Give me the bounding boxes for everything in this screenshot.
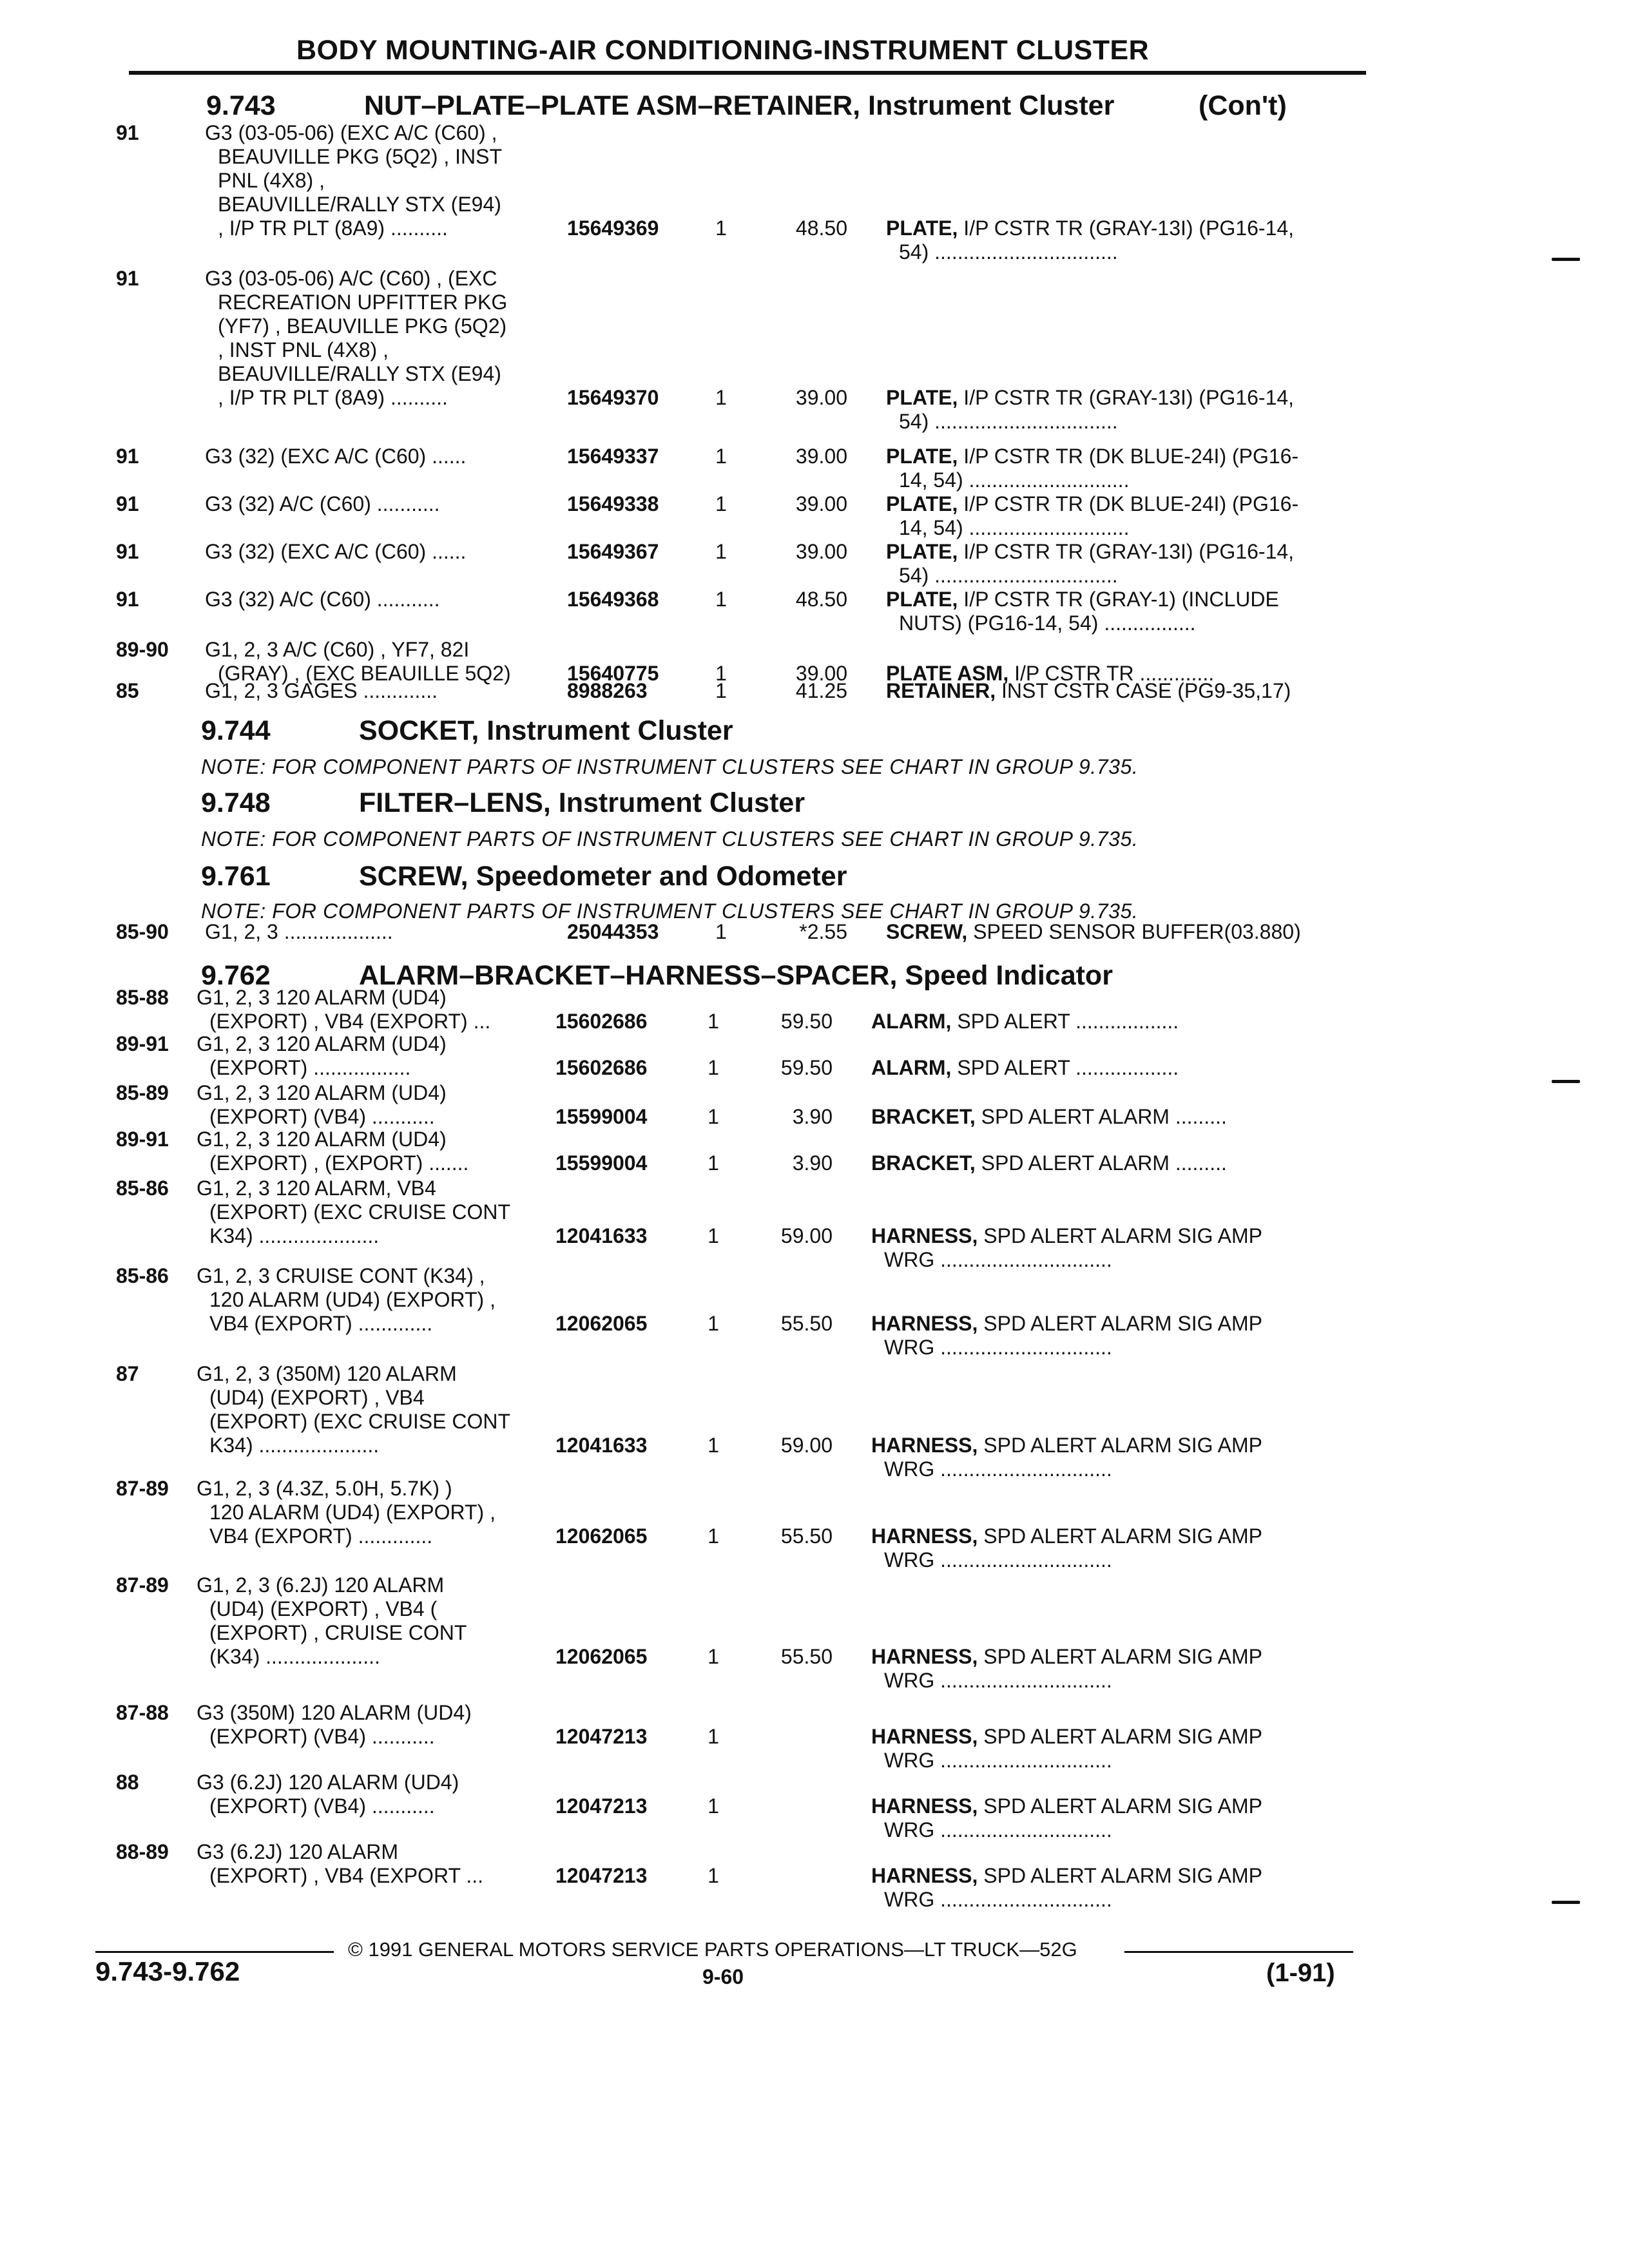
quantity: 1 (708, 1010, 719, 1033)
description-line (886, 240, 1294, 264)
quantity: 1 (708, 1312, 719, 1335)
description-text: I/P CSTR TR ............. (1014, 662, 1215, 685)
price: 55.50 (780, 1524, 833, 1548)
application-line: (UD4) (EXPORT) , VB4 (209, 1386, 425, 1409)
description-line (886, 540, 1294, 564)
application-line: G3 (32) (EXC A/C (C60) ...... (205, 445, 467, 468)
section-number: 9.748 (201, 787, 271, 818)
description (871, 1224, 1262, 1272)
application (197, 1128, 468, 1175)
continued-label: (Con't) (1199, 90, 1287, 121)
description-line (886, 679, 1291, 703)
application-line: (EXPORT) (VB4) ........... (209, 1105, 435, 1128)
description-text: SPD ALERT ALARM SIG AMP (983, 1224, 1263, 1247)
model-year: 91 (116, 121, 139, 144)
description-line (886, 410, 1294, 434)
model-year: 85-86 (116, 1264, 169, 1287)
part-name: PLATE, (886, 445, 958, 468)
application-line: 120 ALARM (UD4) (EXPORT) , (209, 1501, 496, 1524)
model-year: 91 (116, 267, 139, 290)
part-number: 15599004 (555, 1151, 648, 1175)
description (886, 492, 1298, 540)
application-line: (YF7) , BEAUVILLE PKG (5Q2) (218, 314, 507, 338)
description (886, 386, 1294, 434)
price: 55.50 (780, 1312, 833, 1335)
margin-mark (1552, 1901, 1580, 1904)
description (871, 1056, 1179, 1080)
description-line (871, 1794, 1262, 1818)
price: 39.00 (795, 386, 847, 409)
application (197, 1362, 510, 1457)
price: 59.00 (780, 1434, 833, 1457)
description-line (871, 1457, 1262, 1481)
description-line (886, 588, 1279, 611)
part-number: 15649370 (567, 386, 659, 409)
part-name: HARNESS, (871, 1645, 978, 1668)
model-year: 91 (116, 588, 139, 611)
application-line: G3 (32) A/C (C60) ........... (205, 588, 440, 611)
description (871, 1725, 1262, 1773)
description (886, 540, 1294, 588)
part-number: 12062065 (555, 1312, 648, 1335)
application (197, 1032, 447, 1080)
quantity: 1 (715, 540, 727, 563)
quantity: 1 (715, 920, 727, 943)
description-text: NUTS) (PG16-14, 54) ................ (899, 611, 1196, 635)
application-line: (GRAY) , (EXC BEAUILLE 5Q2) (218, 662, 511, 685)
part-name: PLATE, (886, 588, 958, 611)
application-line: BEAUVILLE/RALLY STX (E94) (218, 193, 501, 216)
application-line: G3 (32) A/C (C60) ........... (205, 492, 440, 515)
application-line: G3 (03-05-06) (EXC A/C (C60) , (205, 121, 497, 144)
model-year: 87-89 (116, 1477, 169, 1500)
description-line (886, 611, 1279, 635)
description-line (871, 1669, 1262, 1693)
application-line: RECREATION UPFITTER PKG (218, 291, 508, 314)
description-line (871, 1224, 1262, 1248)
description-line (871, 1548, 1262, 1572)
footer-date: (1-91) (1266, 1959, 1335, 1987)
description-text: I/P CSTR TR (GRAY-13I) (PG16-14, (963, 386, 1295, 409)
footer-section-range: 9.743-9.762 (95, 1956, 240, 1986)
description-text: I/P CSTR TR (GRAY-1) (INCLUDE (963, 588, 1279, 611)
model-year: 85-86 (116, 1177, 169, 1200)
description (871, 1105, 1227, 1129)
description (871, 1864, 1262, 1912)
application-line: G1, 2, 3 CRUISE CONT (K34) , (197, 1264, 485, 1287)
description-text: 54) ................................ (899, 240, 1118, 264)
part-number: 15602686 (555, 1056, 648, 1079)
description-text: SPEED SENSOR BUFFER(03.880) (973, 920, 1301, 943)
part-name: HARNESS, (871, 1524, 978, 1548)
quantity: 1 (708, 1105, 719, 1128)
application-line: (UD4) (EXPORT) , VB4 ( (209, 1597, 438, 1620)
section-title: FILTER–LENS, Instrument Cluster (359, 787, 805, 818)
part-number: 15649337 (567, 445, 659, 468)
section-number: 9.762 (201, 960, 271, 991)
quantity: 1 (715, 386, 727, 409)
description-line (886, 564, 1294, 588)
description (871, 1645, 1262, 1693)
description (871, 1434, 1262, 1481)
description-line (871, 1749, 1262, 1773)
application-line: (EXPORT) (EXC CRUISE CONT (209, 1200, 510, 1224)
description-text: SPD ALERT ALARM SIG AMP (983, 1524, 1263, 1548)
part-name: HARNESS, (871, 1434, 978, 1457)
application-line: , INST PNL (4X8) , (218, 338, 389, 361)
description (886, 588, 1279, 635)
model-year: 91 (116, 540, 139, 563)
model-year: 88-89 (116, 1840, 169, 1863)
price: 41.25 (795, 679, 847, 702)
description-text: SPD ALERT ALARM SIG AMP (983, 1434, 1263, 1457)
model-year: 88 (116, 1771, 139, 1794)
application (205, 920, 393, 944)
part-name: SCREW, (886, 920, 968, 943)
description-text: SPD ALERT ALARM ......... (981, 1105, 1227, 1128)
part-name: PLATE ASM, (886, 662, 1009, 685)
description-text: 54) ................................ (899, 564, 1118, 587)
price: 55.50 (780, 1645, 833, 1668)
description-text: SPD ALERT ALARM SIG AMP (983, 1794, 1263, 1818)
description (886, 216, 1294, 264)
application (205, 638, 511, 686)
application (197, 1573, 467, 1669)
price: 59.00 (780, 1224, 833, 1247)
part-name: BRACKET, (871, 1105, 976, 1128)
application-line: (EXPORT) , (EXPORT) ....... (209, 1151, 469, 1175)
part-number: 15649368 (567, 588, 659, 611)
footer-rule-left (95, 1951, 334, 1953)
price: 3.90 (792, 1105, 833, 1128)
application-line: (K34) .................... (209, 1645, 380, 1668)
application (197, 1771, 459, 1818)
application-line: PNL (4X8) , (218, 169, 325, 192)
part-number: 15640775 (567, 662, 659, 685)
quantity: 1 (715, 662, 727, 685)
application-line: G1, 2, 3 A/C (C60) , YF7, 82I (205, 638, 470, 661)
description-line (871, 1312, 1262, 1336)
description-line (886, 492, 1298, 516)
application-line: G3 (32) (EXC A/C (C60) ...... (205, 540, 467, 563)
description-line (871, 1010, 1179, 1033)
description-text: I/P CSTR TR (GRAY-13I) (PG16-14, (963, 540, 1295, 563)
section-note: NOTE: FOR COMPONENT PARTS OF INSTRUMENT CLUSTERS SEE CHART IN GROUP 9.735. (201, 827, 1139, 850)
part-number: 12041633 (555, 1224, 648, 1247)
part-name: PLATE, (886, 216, 958, 240)
application (197, 1477, 496, 1548)
section-note: NOTE: FOR COMPONENT PARTS OF INSTRUMENT CLUSTERS SEE CHART IN GROUP 9.735. (201, 899, 1139, 923)
model-year: 87-89 (116, 1573, 169, 1597)
application (205, 445, 466, 468)
section-title: SOCKET, Instrument Cluster (359, 715, 733, 746)
application-line: (EXPORT) (VB4) ........... (209, 1725, 435, 1748)
description-text: I/P CSTR TR (GRAY-13I) (PG16-14, (963, 216, 1295, 240)
description-line (871, 1725, 1262, 1749)
part-number: 15599004 (555, 1105, 648, 1128)
price: 59.50 (780, 1010, 833, 1033)
model-year: 85-88 (116, 986, 169, 1009)
quantity: 1 (715, 679, 727, 702)
application-line: K34) ..................... (209, 1224, 380, 1247)
description-text: WRG .............................. (884, 1336, 1112, 1359)
description-line (871, 1645, 1262, 1669)
page-header-title: BODY MOUNTING-AIR CONDITIONING-INSTRUMENT CLUSTER (296, 35, 1150, 66)
description (886, 920, 1301, 944)
description-text: SPD ALERT ALARM SIG AMP (983, 1312, 1263, 1335)
model-year: 87 (116, 1362, 139, 1385)
price: 59.50 (780, 1056, 833, 1079)
description-line (886, 920, 1301, 944)
description-line (886, 216, 1294, 240)
application-line: , I/P TR PLT (8A9) .......... (218, 386, 448, 409)
price: 3.90 (792, 1151, 833, 1175)
application-line: VB4 (EXPORT) ............. (209, 1524, 433, 1548)
part-number: 8988263 (567, 679, 648, 702)
description (871, 1151, 1227, 1175)
quantity: 1 (715, 216, 727, 240)
application-line: G1, 2, 3 GAGES ............. (205, 679, 438, 702)
description-line (871, 1818, 1262, 1842)
application-line: BEAUVILLE/RALLY STX (E94) (218, 362, 501, 385)
part-name: HARNESS, (871, 1725, 978, 1748)
application (205, 492, 440, 516)
quantity: 1 (708, 1151, 719, 1175)
price: 39.00 (795, 662, 847, 685)
description-text: WRG .............................. (884, 1457, 1112, 1481)
application-line: G3 (03-05-06) A/C (C60) , (EXC (205, 267, 497, 290)
application (205, 267, 507, 410)
model-year: 89-90 (116, 638, 169, 661)
section-number: 9.743 (206, 90, 276, 121)
part-name: BRACKET, (871, 1151, 976, 1175)
application-line: (EXPORT) , VB4 (EXPORT ... (209, 1864, 483, 1887)
description-line (871, 1524, 1262, 1548)
application (197, 1701, 472, 1749)
application-line: G1, 2, 3 120 ALARM (UD4) (197, 1081, 447, 1104)
application-line: G1, 2, 3 120 ALARM (UD4) (197, 1032, 447, 1055)
model-year: 87-88 (116, 1701, 169, 1724)
description (886, 445, 1298, 492)
part-number: 15649369 (567, 216, 659, 240)
part-number: 12047213 (555, 1794, 648, 1818)
part-number: 15602686 (555, 1010, 648, 1033)
part-number: 25044353 (567, 920, 659, 943)
description-text: WRG .............................. (884, 1888, 1112, 1911)
price: 48.50 (795, 588, 847, 611)
description (871, 1524, 1262, 1572)
quantity: 1 (708, 1794, 719, 1818)
description-line (871, 1248, 1262, 1272)
section-title: ALARM–BRACKET–HARNESS–SPACER, Speed Indicator (359, 960, 1113, 991)
application-line: (EXPORT) ................. (209, 1056, 411, 1079)
application-line: G1, 2, 3 120 ALARM, VB4 (197, 1177, 436, 1200)
description-line (871, 1434, 1262, 1457)
application-line: G3 (6.2J) 120 ALARM (UD4) (197, 1771, 459, 1794)
model-year: 91 (116, 445, 139, 468)
part-number: 12047213 (555, 1725, 648, 1748)
quantity: 1 (708, 1645, 719, 1668)
application-line: BEAUVILLE PKG (5Q2) , INST (218, 145, 503, 168)
part-name: HARNESS, (871, 1312, 978, 1335)
part-name: HARNESS, (871, 1864, 978, 1887)
description-text: WRG .............................. (884, 1818, 1112, 1841)
model-year: 89-91 (116, 1032, 169, 1055)
quantity: 1 (715, 492, 727, 515)
model-year: 85-89 (116, 1081, 169, 1104)
description-text: WRG .............................. (884, 1749, 1112, 1772)
part-number: 12047213 (555, 1864, 648, 1887)
margin-mark (1552, 258, 1580, 261)
part-name: PLATE, (886, 492, 958, 515)
description-text: SPD ALERT ALARM SIG AMP (983, 1725, 1263, 1748)
section-number: 9.744 (201, 715, 271, 746)
description-text: I/P CSTR TR (DK BLUE-24I) (PG16- (963, 492, 1299, 515)
application-line: , I/P TR PLT (8A9) .......... (218, 216, 448, 240)
footer-copyright: © 1991 GENERAL MOTORS SERVICE PARTS OPERATIONS—LT TRUCK—52G (348, 1938, 1077, 1961)
application-line: G1, 2, 3 (4.3Z, 5.0H, 5.7K) ) (197, 1477, 452, 1500)
part-name: RETAINER, (886, 679, 996, 702)
model-year: 91 (116, 492, 139, 515)
model-year: 89-91 (116, 1128, 169, 1151)
quantity: 1 (708, 1524, 719, 1548)
price: *2.55 (799, 920, 847, 943)
description-text: 54) ................................ (899, 410, 1118, 433)
description-text: INST CSTR CASE (PG9-35,17) (1001, 679, 1291, 702)
description-text: SPD ALERT ALARM SIG AMP (983, 1645, 1263, 1668)
part-name: PLATE, (886, 540, 958, 563)
description-text: 14, 54) ............................ (899, 516, 1130, 539)
description-line (886, 445, 1298, 468)
quantity: 1 (708, 1864, 719, 1887)
description-line (871, 1864, 1262, 1888)
description (886, 679, 1291, 703)
description-text: SPD ALERT ALARM ......... (981, 1151, 1227, 1175)
application (205, 679, 438, 703)
description-text: WRG .............................. (884, 1248, 1112, 1271)
price: 39.00 (795, 492, 847, 515)
application-line: G1, 2, 3 (6.2J) 120 ALARM (197, 1573, 445, 1597)
application-line: (EXPORT) , CRUISE CONT (209, 1621, 467, 1644)
description-text: I/P CSTR TR (DK BLUE-24I) (PG16- (963, 445, 1299, 468)
application (197, 1081, 447, 1129)
header-rule (129, 71, 1366, 75)
description-line (871, 1336, 1262, 1360)
quantity: 1 (715, 445, 727, 468)
section-number: 9.761 (201, 861, 271, 892)
application-line: (EXPORT) , VB4 (EXPORT) ... (209, 1010, 491, 1033)
quantity: 1 (715, 588, 727, 611)
application-line: 120 ALARM (UD4) (EXPORT) , (209, 1288, 496, 1311)
price: 48.50 (795, 216, 847, 240)
model-year: 85-90 (116, 920, 169, 943)
part-name: HARNESS, (871, 1794, 978, 1818)
margin-mark (1552, 1080, 1580, 1083)
part-number: 12062065 (555, 1524, 648, 1548)
model-year: 85 (116, 679, 139, 702)
description (871, 1010, 1179, 1033)
description-text: SPD ALERT ALARM SIG AMP (983, 1864, 1263, 1887)
part-number: 15649367 (567, 540, 659, 563)
footer-rule-right (1124, 1951, 1353, 1953)
section-title: SCREW, Speedometer and Odometer (359, 861, 847, 892)
application-line: G3 (350M) 120 ALARM (UD4) (197, 1701, 472, 1724)
description-text: SPD ALERT .................. (957, 1056, 1179, 1079)
footer-page-number: 9-60 (702, 1965, 744, 1988)
description (871, 1312, 1262, 1360)
application-line: (EXPORT) (VB4) ........... (209, 1794, 435, 1818)
description-text: WRG .............................. (884, 1669, 1112, 1692)
application (205, 121, 502, 240)
part-number: 12041633 (555, 1434, 648, 1457)
quantity: 1 (708, 1224, 719, 1247)
section-title: NUT–PLATE–PLATE ASM–RETAINER, Instrument Cluster (364, 90, 1115, 121)
description (871, 1794, 1262, 1842)
description-line (871, 1105, 1227, 1129)
application-line: (EXPORT) (EXC CRUISE CONT (209, 1410, 510, 1433)
description-line (886, 516, 1298, 540)
description-text: 14, 54) ............................ (899, 468, 1130, 492)
application-line: G1, 2, 3 ................... (205, 920, 393, 943)
description-line (871, 1151, 1227, 1175)
part-name: ALARM, (871, 1010, 952, 1033)
part-name: ALARM, (871, 1056, 952, 1079)
application-line: G1, 2, 3 120 ALARM (UD4) (197, 1128, 447, 1151)
quantity: 1 (708, 1434, 719, 1457)
application (205, 588, 440, 611)
part-number: 12062065 (555, 1645, 648, 1668)
description-line (886, 386, 1294, 410)
application (197, 1840, 483, 1888)
quantity: 1 (708, 1725, 719, 1748)
quantity: 1 (708, 1056, 719, 1079)
price: 39.00 (795, 445, 847, 468)
part-name: PLATE, (886, 386, 958, 409)
part-name: HARNESS, (871, 1224, 978, 1247)
description-line (871, 1056, 1179, 1080)
application (197, 986, 490, 1033)
application-line: G1, 2, 3 120 ALARM (UD4) (197, 986, 447, 1009)
price: 39.00 (795, 540, 847, 563)
description-line (886, 468, 1298, 492)
description-line (871, 1888, 1262, 1912)
application (197, 1177, 510, 1248)
description-text: SPD ALERT .................. (957, 1010, 1179, 1033)
application (197, 1264, 496, 1336)
application-line: K34) ..................... (209, 1434, 380, 1457)
description-text: WRG .............................. (884, 1548, 1112, 1571)
application-line: G1, 2, 3 (350M) 120 ALARM (197, 1362, 457, 1385)
application-line: G3 (6.2J) 120 ALARM (197, 1840, 399, 1863)
application (205, 540, 466, 564)
part-number: 15649338 (567, 492, 659, 515)
application-line: VB4 (EXPORT) ............. (209, 1312, 433, 1335)
section-note: NOTE: FOR COMPONENT PARTS OF INSTRUMENT CLUSTERS SEE CHART IN GROUP 9.735. (201, 755, 1139, 778)
